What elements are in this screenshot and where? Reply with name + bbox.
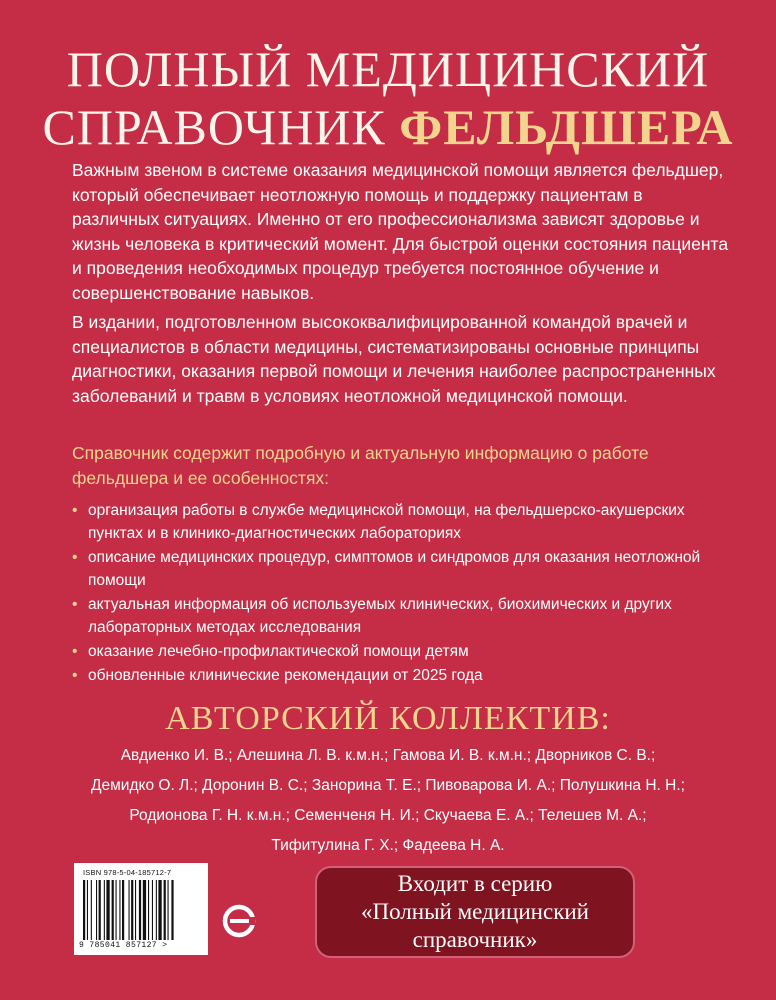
list-item: [72, 664, 712, 687]
authors-line: Авдиенко И. В.; Алешина Л. В. к.м.н.; Гамова И. В. к.м.н.; Дворников С. В.;: [120, 747, 656, 764]
bullet-icon: •: [72, 643, 78, 660]
isbn-label: ISBN 978-5-04-185712-7: [83, 868, 172, 877]
authors-list: [0, 741, 776, 861]
feature-list: [72, 499, 712, 688]
eksmo-logo-icon: [222, 904, 256, 938]
series-badge: [315, 866, 635, 958]
authors-line: Демидко О. Л.; Доронин В. С.; Занорина Т. Е.; Пивоварова И. А.; Полушкина Н. Н.;: [91, 777, 685, 794]
series-line-3: справочник»: [412, 927, 538, 952]
title-line-2: [0, 98, 776, 156]
bullet-icon: •: [72, 596, 78, 613]
authors-heading: АВТОРСКИЙ КОЛЛЕКТИВ:: [165, 700, 611, 737]
barcode-number: 9 785041 857127 >: [79, 941, 168, 950]
title-line-1: ПОЛНЫЙ МЕДИЦИНСКИЙ: [66, 41, 710, 97]
bullet-icon: •: [72, 549, 78, 566]
book-title: [0, 40, 776, 156]
list-item: [72, 499, 712, 545]
list-item-text: организация работы в службе медицинской помощи, на фельдшерско-акушерских пунктах и в клинико-диагностических лабораториях: [88, 502, 685, 542]
authors-line: Родионова Г. Н. к.м.н.; Семенченя Н. И.; Скучаева Е. А.; Телешев М. А.;: [129, 807, 647, 824]
list-item: [72, 593, 712, 639]
authors-line: Тифитулина Г. Х.; Фадеева Н. А.: [271, 837, 505, 854]
title-line-2-prefix: СПРАВОЧНИК: [42, 99, 386, 155]
list-item-text: актуальная информация об используемых клинических, биохимических и других лабораторных методах исследования: [88, 596, 672, 636]
barcode-bars-icon: [83, 880, 199, 940]
series-line-2: «Полный медицинский: [360, 899, 589, 924]
list-item: [72, 640, 712, 663]
description-paragraph-2: В издании, подготовленном высококвалифицированной командой врачей и специалистов в области медицины, систематизированы основные принципы диагностики, оказания первой помощи и лечения наиболее распространенных заболеваний и травм в условиях неотложной медицинской помощи.: [72, 312, 716, 406]
bullet-icon: •: [72, 667, 78, 684]
list-item: [72, 546, 712, 592]
series-line-1: Входит в серию: [397, 871, 553, 896]
list-intro: Справочник содержит подробную и актуальную информацию о работе фельдшера и ее особенностях:: [72, 443, 649, 488]
list-item-text: оказание лечебно-профилактической помощи детям: [88, 643, 469, 660]
bullet-icon: •: [72, 502, 78, 519]
description-paragraph-1: Важным звеном в системе оказания медицинской помощи является фельдшер, который обеспечивает неотложную помощь и поддержку пациентам в различных ситуациях. Именно от его профессионализма зависят здоровье и жизнь человека в критический момент. Для быстрой оценки состояния пациента и проведения необходимых процедур требуется постоянное обучение и совершенствование навыков.: [72, 160, 729, 303]
list-item-text: описание медицинских процедур, симптомов и синдромов для оказания неотложной помощи: [88, 549, 701, 589]
list-item-text: обновленные клинические рекомендации от 2025 года: [88, 667, 483, 684]
barcode: [74, 863, 208, 955]
title-line-2-accent: ФЕЛЬДШЕРА: [399, 99, 734, 155]
